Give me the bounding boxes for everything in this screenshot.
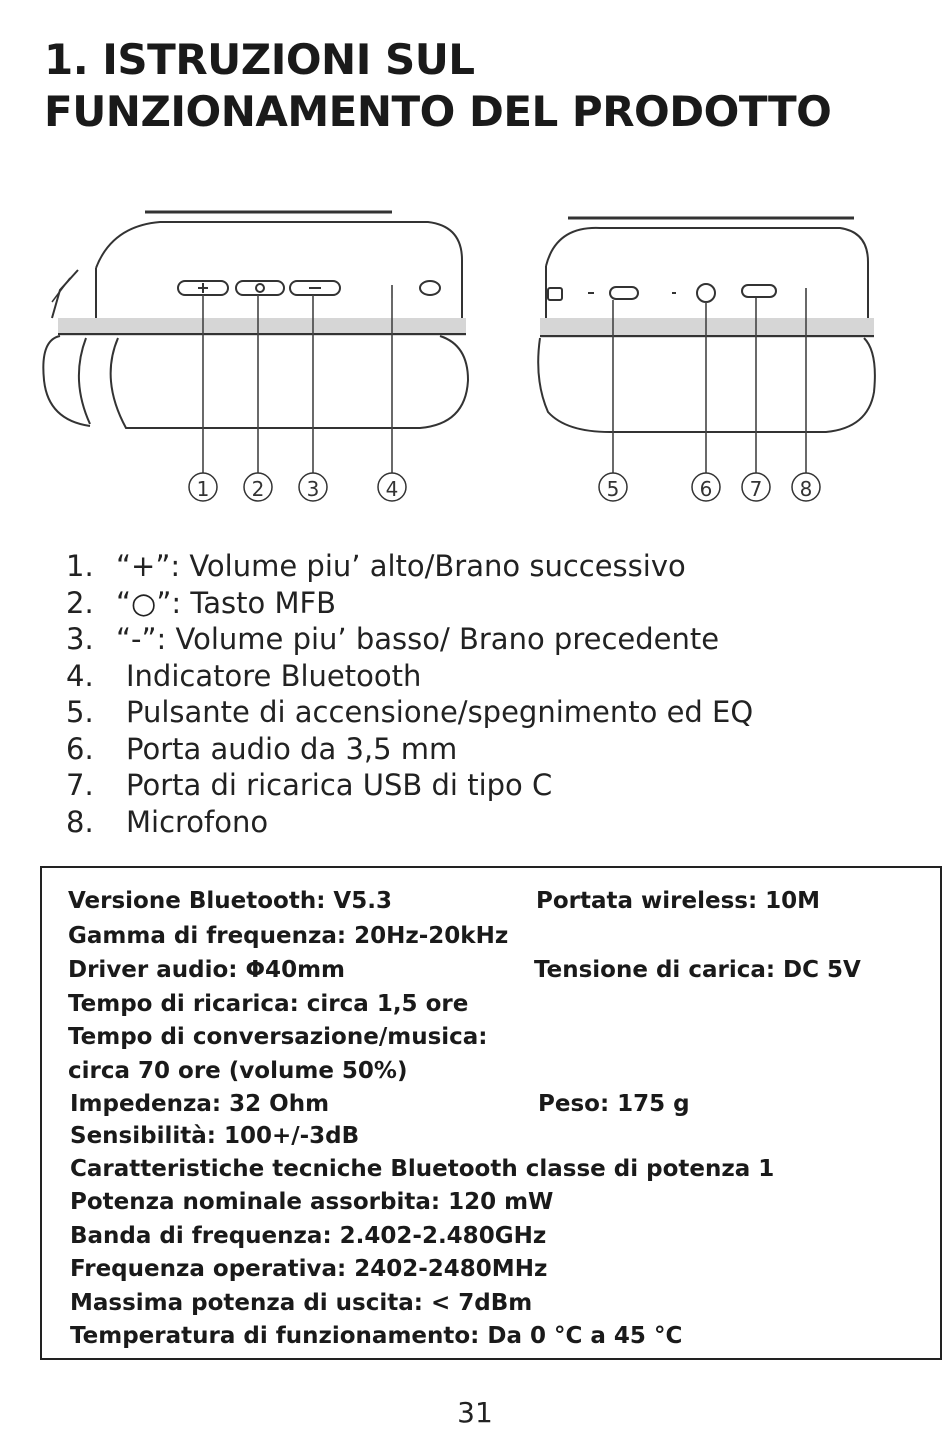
list-item (66, 548, 753, 585)
list-item-number: 6. (66, 731, 94, 766)
page-number: 31 (457, 1396, 493, 1429)
callout-6 (692, 473, 720, 501)
list-item (66, 804, 753, 841)
list-item (66, 767, 753, 804)
callout-7 (742, 473, 770, 501)
callout-3 (299, 473, 327, 501)
list-item-text: “○”: Tasto MFB (116, 585, 337, 620)
list-item-text: Microfono (126, 804, 269, 839)
callout-4 (378, 473, 406, 501)
left-earcup-illustration (43, 212, 468, 428)
spec-charging-voltage: Tensione di carica: DC 5V (534, 957, 861, 983)
svg-text:3: 3 (306, 477, 320, 501)
list-item-number: 3. (66, 622, 94, 656)
spec-power-consumption: Potenza nominale assorbita: 120 mW (70, 1189, 554, 1215)
spec-max-output-power: Massima potenza di uscita: < 7dBm (70, 1290, 533, 1316)
spec-audio-driver: Driver audio: Φ40mm (68, 957, 345, 983)
list-item-text: “-”: Volume piu’ basso/ Brano precedente (116, 622, 720, 656)
list-item-text: “+”: Volume piu’ alto/Brano successivo (116, 549, 686, 583)
svg-text:8: 8 (799, 477, 813, 501)
list-item-number: 2. (66, 585, 94, 620)
list-item-number: 7. (66, 768, 94, 802)
svg-text:6: 6 (699, 477, 713, 501)
spec-talk-music-label: Tempo di conversazione/musica: (68, 1024, 488, 1050)
page-title-line-1: 1. ISTRUZIONI SUL (44, 35, 475, 84)
spec-operating-frequency: Frequenza operativa: 2402-2480MHz (70, 1256, 548, 1282)
spec-wireless-range: Portata wireless: 10M (536, 888, 821, 914)
spec-frequency-band: Banda di frequenza: 2.402-2.480GHz (70, 1223, 547, 1249)
page-title (44, 34, 934, 138)
svg-text:5: 5 (606, 477, 620, 501)
feature-list (66, 548, 753, 840)
list-item-number: 1. (66, 549, 94, 583)
list-item-number: 5. (66, 695, 94, 729)
svg-text:7: 7 (749, 477, 763, 501)
list-item-text: Porta audio da 3,5 mm (126, 731, 458, 766)
spec-talk-music-value: circa 70 ore (volume 50%) (68, 1058, 408, 1084)
spec-bluetooth-version: Versione Bluetooth: V5.3 (68, 888, 392, 914)
spec-bt-class: Caratteristiche tecniche Bluetooth classe di potenza 1 (70, 1156, 775, 1182)
headphone-diagram (0, 200, 950, 520)
list-item (66, 585, 753, 622)
callout-5 (599, 473, 627, 501)
list-item (66, 694, 753, 731)
callout-2 (244, 473, 272, 501)
list-item (66, 731, 753, 768)
list-item-text: Indicatore Bluetooth (126, 658, 422, 693)
spec-operating-temperature: Temperatura di funzionamento: Da 0 °C a 45 °C (70, 1323, 683, 1349)
list-item (66, 658, 753, 695)
svg-text:1: 1 (196, 477, 210, 501)
list-item-text: Pulsante di accensione/spegnimento ed EQ (126, 695, 754, 729)
svg-text:4: 4 (385, 477, 399, 501)
spec-impedance: Impedenza: 32 Ohm (70, 1091, 330, 1117)
spec-sensitivity: Sensibilità: 100+/-3dB (70, 1123, 360, 1149)
spec-weight: Peso: 175 g (538, 1091, 690, 1117)
list-item (66, 621, 753, 658)
callout-8 (792, 473, 820, 501)
list-item-number: 4. (66, 658, 94, 693)
callout-1 (189, 473, 217, 501)
list-item-number: 8. (66, 804, 94, 839)
list-item-text: Porta di ricarica USB di tipo C (126, 768, 553, 802)
spec-frequency-range: Gamma di frequenza: 20Hz-20kHz (68, 923, 509, 949)
page-title-line-2: FUNZIONAMENTO DEL PRODOTTO (44, 87, 832, 136)
spec-charging-time: Tempo di ricarica: circa 1,5 ore (68, 991, 469, 1017)
svg-text:2: 2 (251, 477, 265, 501)
